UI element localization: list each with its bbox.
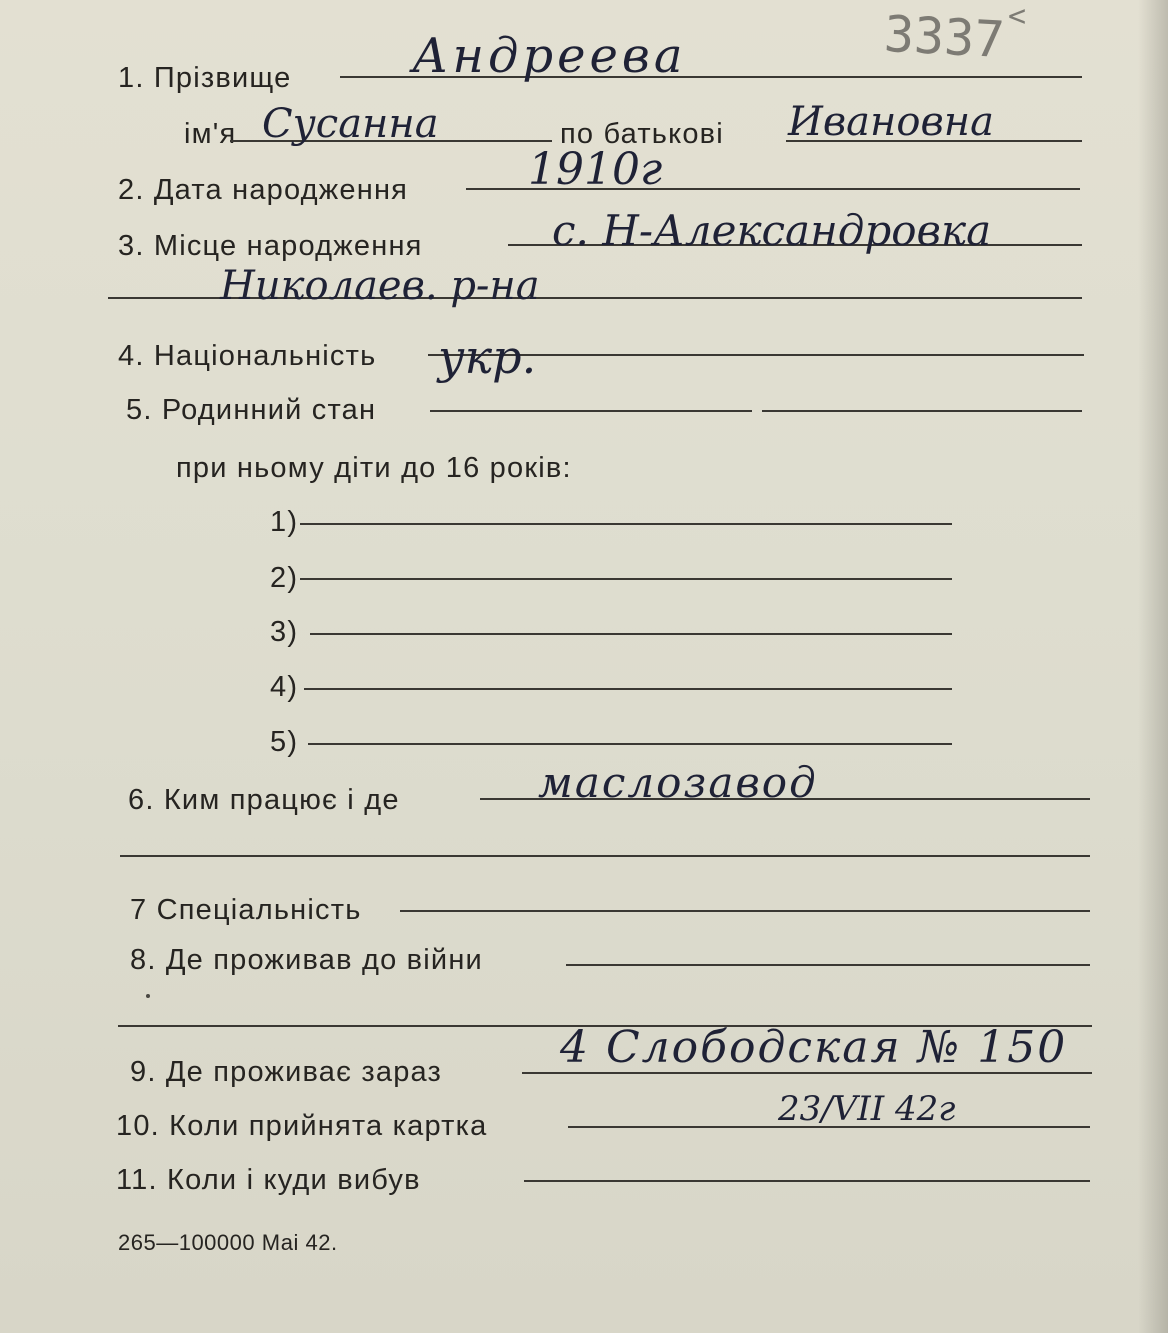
specialty-line (400, 910, 1090, 912)
child-2-line (300, 578, 952, 580)
child-4-line (304, 688, 952, 690)
child-1-number: 1) (270, 506, 299, 538)
child-3-number: 3) (270, 616, 299, 648)
patronymic-value: Ивановна (788, 99, 994, 145)
prewar-residence-label: 8. Де проживав до війни (130, 944, 483, 976)
surname-value: Андреева (412, 28, 687, 84)
card-accepted-label: 10. Коли прийнята картка (116, 1110, 488, 1142)
birth-place-value: с. Н-Александровка (552, 206, 992, 255)
specialty-label: 7 Спеціальність (130, 894, 362, 926)
child-5-number: 5) (270, 726, 299, 758)
work-line-2 (120, 855, 1090, 857)
nationality-label: 4. Національність (118, 340, 377, 372)
prewar-residence-line (566, 964, 1090, 966)
patronymic-label: по батькові (560, 118, 724, 150)
ink-dot (146, 994, 150, 998)
child-2-number: 2) (270, 562, 299, 594)
child-5-line (308, 743, 952, 745)
nationality-value: укр. (438, 330, 537, 384)
name-label: ім'я (184, 118, 237, 150)
departed-line (524, 1180, 1090, 1182)
current-residence-label: 9. Де проживає зараз (130, 1056, 443, 1088)
birth-place-label: 3. Місце народження (118, 230, 423, 262)
card-edge-shadow (1138, 0, 1168, 1333)
name-value: Сусанна (262, 101, 439, 147)
stamp-number: 3337 (882, 4, 1006, 70)
card-accepted-value: 23/VII 42г (778, 1089, 956, 1129)
child-1-line (300, 523, 952, 525)
current-residence-value: 4 Слободская № 150 (560, 1022, 1068, 1073)
marital-status-line-b (762, 410, 1082, 412)
marital-status-label: 5. Родинний стан (126, 394, 377, 426)
print-run-footer: 265—100000 Маі 42. (118, 1230, 338, 1255)
birth-date-label: 2. Дата народження (118, 174, 409, 206)
child-3-line (310, 633, 952, 635)
child-4-number: 4) (270, 671, 299, 703)
stamp-mark: < (1008, 0, 1027, 34)
departed-label: 11. Коли і куди вибув (116, 1164, 421, 1196)
children-label: при ньому діти до 16 років: (176, 452, 572, 484)
birth-date-value: 1910г (528, 144, 663, 195)
surname-label: 1. Прізвище (118, 62, 292, 94)
work-value: маслозавод (538, 758, 818, 807)
work-label: 6. Ким працює і де (128, 784, 400, 816)
marital-status-line-a (430, 410, 752, 412)
birth-place-value-2: Николаев. р-на (220, 263, 540, 309)
